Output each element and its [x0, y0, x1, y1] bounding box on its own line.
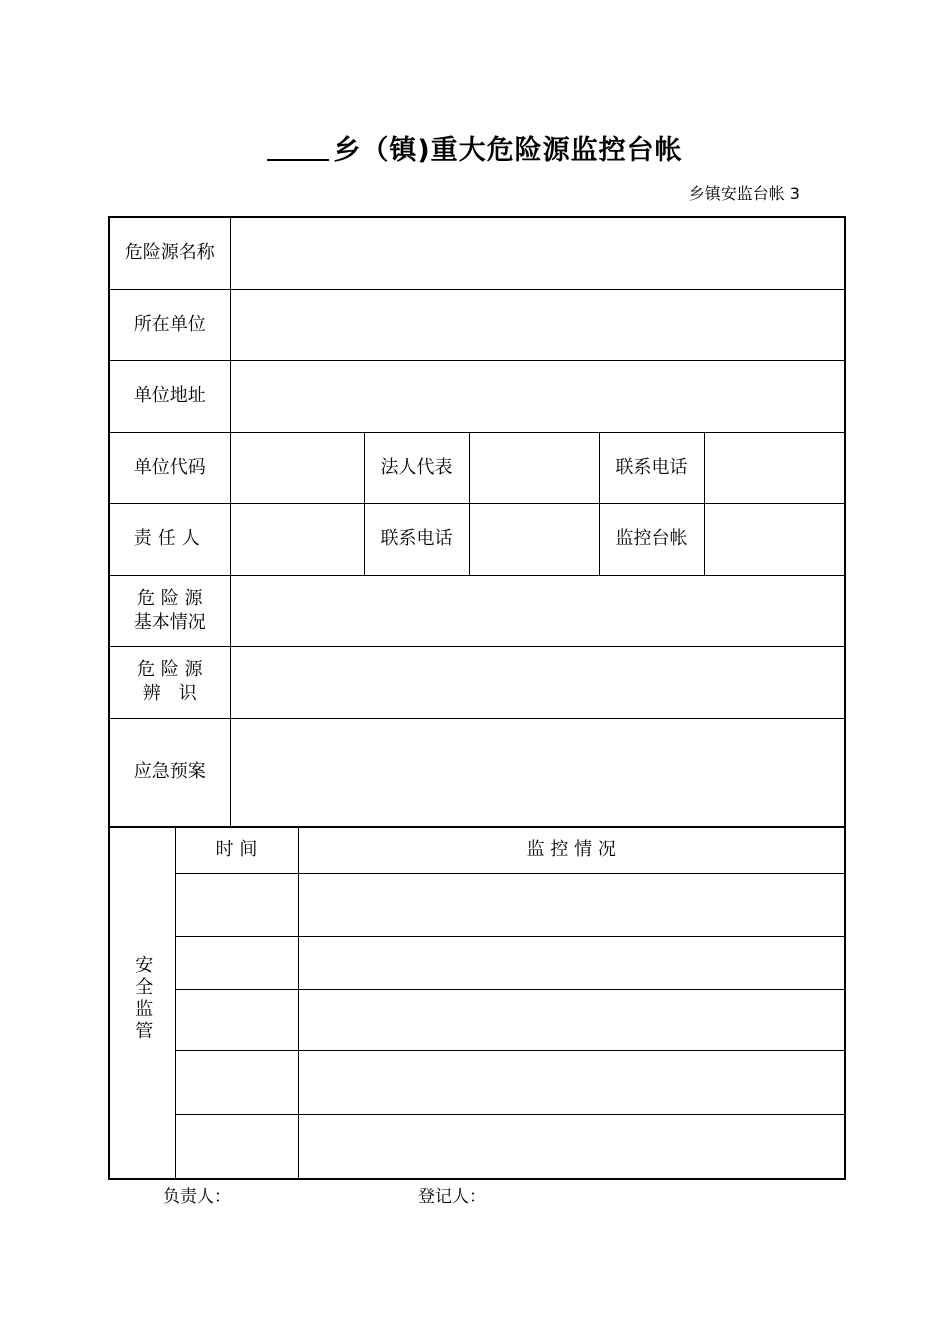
- emergency-plan-field[interactable]: [230, 718, 845, 827]
- township-blank[interactable]: [267, 133, 329, 161]
- responsible-phone-field[interactable]: [469, 503, 599, 575]
- unit-field[interactable]: [230, 289, 845, 360]
- responsible-field[interactable]: [230, 503, 364, 575]
- phone-field[interactable]: [704, 432, 845, 503]
- supervision-table: [108, 826, 846, 1180]
- hazard-info-table: [108, 216, 846, 828]
- time-field-3[interactable]: [175, 990, 298, 1051]
- time-field-4[interactable]: [175, 1051, 298, 1115]
- status-field-2[interactable]: [298, 937, 845, 990]
- footer-registrar: 登记人：: [418, 1187, 486, 1207]
- time-field-5[interactable]: [175, 1115, 298, 1179]
- hazard-name-field[interactable]: [230, 217, 845, 289]
- time-field-1[interactable]: [175, 874, 298, 937]
- identify-field[interactable]: [230, 646, 845, 718]
- col-time-header: 时 间: [175, 827, 298, 874]
- monitor-ledger-field[interactable]: [704, 503, 845, 575]
- unit-address-label: 单位地址: [109, 360, 230, 432]
- responsible-phone-label: 联系电话: [364, 503, 469, 575]
- status-field-1[interactable]: [298, 874, 845, 937]
- status-field-3[interactable]: [298, 990, 845, 1051]
- footer-responsible: 负责人：: [163, 1187, 231, 1207]
- unit-label: 所在单位: [109, 289, 230, 360]
- phone-label: 联系电话: [599, 432, 704, 503]
- unit-address-field[interactable]: [230, 360, 845, 432]
- basic-info-label: 危 险 源 基本情况: [109, 575, 230, 646]
- unit-code-field[interactable]: [230, 432, 364, 503]
- status-field-5[interactable]: [298, 1115, 845, 1179]
- emergency-plan-label: 应急预案: [109, 718, 230, 827]
- time-field-2[interactable]: [175, 937, 298, 990]
- hazard-name-label: 危险源名称: [109, 217, 230, 289]
- status-field-4[interactable]: [298, 1051, 845, 1115]
- responsible-label: 责任人: [109, 503, 230, 575]
- form-code: 乡镇安监台帐 3: [688, 184, 800, 203]
- identify-label: 危 险 源 辨 识: [109, 646, 230, 718]
- basic-info-field[interactable]: [230, 575, 845, 646]
- supervision-side-label: 安全监管: [109, 827, 175, 1179]
- page-title: 乡（镇)重大危险源监控台帐: [0, 128, 950, 167]
- legal-rep-field[interactable]: [469, 432, 599, 503]
- col-status-header: 监 控 情 况: [298, 827, 845, 874]
- monitor-ledger-label: 监控台帐: [599, 503, 704, 575]
- legal-rep-label: 法人代表: [364, 432, 469, 503]
- unit-code-label: 单位代码: [109, 432, 230, 503]
